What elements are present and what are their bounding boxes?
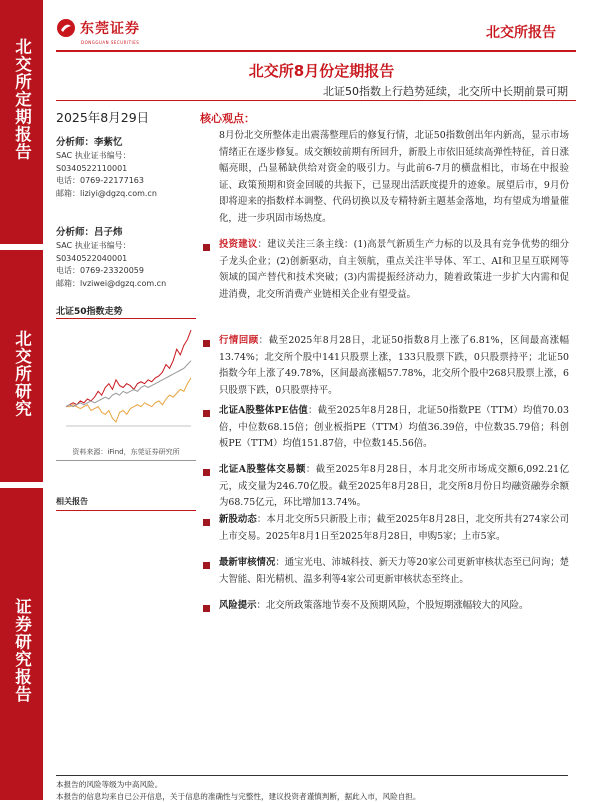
paragraph-text: ：截至2025年8月28日，本月北交所市场成交额6,092.21亿元，成交量为246.70亿股。截至2025年8月28日，北交所8月份日均融资融券余额为68.75亿元，环比增加13.74%。: [219, 464, 569, 508]
chart-source: 资料来源：iFind，东莞证券研究所: [72, 448, 180, 456]
paragraph-pe-valuation: [219, 403, 569, 453]
paragraph-label: 北证A股整体PE估值: [219, 405, 308, 416]
paragraph-review-status: [219, 555, 569, 588]
paragraph-text: ：截至2025年8月28日，北证50指数8月上涨了6.81%，区间最高涨幅13.74%；北交所个股中141只股票上涨，133只股票下跌，0只股票持平；北证50指数今年上涨了49.78%，区间最高涨幅57.78%，北交所个股中268只股票上涨，6只股票下跌，0只股票持平。: [219, 335, 569, 396]
sidebar-section-periodic-report: [0, 0, 43, 244]
analyst-email[interactable]: 邮箱：lvziwei@dgzq.com.cn: [56, 278, 167, 288]
report-date: 2025年8月29日: [56, 110, 150, 125]
paragraph-label: 最新审核情况: [219, 557, 276, 568]
analyst-phone: 电话：0769-22177163: [56, 176, 144, 185]
paragraph-risk-warning: [219, 598, 569, 615]
paragraph-summary: [219, 128, 569, 227]
bullet-icon: [203, 244, 210, 251]
paragraph-label: 新股动态: [219, 514, 257, 525]
analyst-info: [56, 136, 196, 200]
footer-divider: [56, 775, 568, 776]
chart-divider: [56, 460, 196, 461]
footer-risk-level: 本报告的风险等级为中高风险。: [56, 780, 163, 789]
company-logo: [56, 18, 140, 45]
sidebar-section-bse-research: [0, 250, 43, 482]
index-trend-chart: [56, 322, 196, 442]
analyst-name: 分析师：李紫忆: [56, 137, 123, 148]
paragraph-label: 风险提示: [219, 600, 257, 611]
sidebar-label: 北交所定期报告: [12, 38, 32, 161]
chart-title: 北证50指数走势: [56, 307, 123, 317]
analyst-cert-label: SAC 执业证书编号：: [56, 151, 131, 160]
bullet-icon: [203, 410, 210, 417]
series-line-1: [66, 330, 191, 407]
paragraph-label: 行情回顾: [219, 335, 259, 346]
bullet-icon: [203, 562, 210, 569]
analyst-info: [56, 226, 196, 290]
paragraph-text: ：本月北交所5只新股上市；截至2025年8月28日，北交所共有274家公司上市交易。2025年8月1日至2025年8月28日，申购5家；上市5家。: [219, 514, 569, 542]
analyst-name: 分析师：吕子炜: [56, 227, 123, 238]
core-views-heading: 核心观点：: [200, 112, 255, 125]
report-type: 北交所报告: [486, 25, 556, 41]
chart-title-divider: [56, 318, 196, 319]
paragraph-trading-volume: [219, 462, 569, 512]
series-line-3: [66, 361, 191, 407]
page-subtitle: 北证50指数上行趋势延续，北交所中长期前景可期: [323, 85, 568, 98]
paragraph-text: ：通宝光电、沛城科技、新天力等20家公司更新审核状态至已问询；楚大智能、阳光精机、温多利等4家公司更新审核状态至终止。: [219, 557, 569, 585]
footer-disclaimer: 本报告的信息均来自已公开信息，关于信息的准确性与完整性，建议投资者谨慎判断，据此入市，风险自担。: [56, 792, 421, 801]
sidebar-label: 北交所研究: [12, 330, 32, 418]
paragraph-label: 北证A股整体交易额: [219, 464, 306, 475]
logo-mark-icon: [56, 18, 76, 38]
sidebar-label: 证券研究报告: [12, 598, 32, 703]
bullet-icon: [203, 519, 210, 526]
paragraph-text: ：建议关注三条主线：(1)高景气新质生产力标的以及具有竞争优势的细分子龙头企业；(2)创新驱动，自主领航，重点关注半导体、军工、AI和卫星互联网等领域的国产替代和技术突破；(3)内需提振经济动力，随着政策进一步扩大内需和促进消费，北交所消费产业链相关企业有望受益。: [219, 239, 569, 300]
related-reports-heading: 相关报告: [56, 497, 88, 506]
bullet-icon: [203, 605, 210, 612]
bullet-icon: [203, 340, 210, 347]
paragraph-market-review: [219, 333, 569, 399]
subtitle-divider: [56, 100, 576, 101]
page-title: 北交所8月份定期报告: [248, 62, 395, 80]
bullet-icon: [203, 469, 210, 476]
analyst-email[interactable]: 邮箱：liziyi@dgzq.com.cn: [56, 188, 157, 198]
analyst-cert-label: SAC 执业证书编号：: [56, 241, 131, 250]
paragraph-label: 投资建议: [219, 239, 258, 250]
header-divider: [56, 50, 576, 52]
logo-text: 东莞证券: [80, 21, 140, 37]
related-divider: [56, 510, 196, 511]
sidebar-section-securities-research: [0, 488, 43, 800]
paragraph-investment-advice: [219, 237, 569, 303]
logo-text-en: DONGGUAN SECURITIES: [81, 40, 140, 45]
paragraph-text: ：北交所政策落地节奏不及预期风险，个股短期涨幅较大的风险。: [256, 600, 529, 611]
analyst-phone: 电话：0769-23320059: [56, 266, 144, 275]
paragraph-text: ：截至2025年8月28日，北证50指数PE（TTM）均值70.03倍，中位数68.15倍；创业板指PE（TTM）均值36.39倍，中位数35.79倍；科创板PE（TTM）均值151.87倍，中位数145.56倍。: [219, 405, 569, 449]
paragraph-text: 8月份北交所整体走出震荡整理后的修复行情，北证50指数创出年内新高，显示市场情绪正在逐步修复。成交额较前期有所回升，新股上市依旧延续高弹性特征，首日涨幅亮眼，凸显稀缺供给对资金的吸引力。与此前6-7月的横盘相比，市场在中报验证、政策预期和资金回暖的共振下，已显现出活跃度提升的迹象。展望后市，9月份即将迎来的指数样本调整、代码切换以及专精特新主题基金落地，均有望成为增量催化，进一步巩固市场热度。: [219, 130, 569, 224]
paragraph-ipo-updates: [219, 512, 569, 545]
analyst-cert: S0340522110001: [56, 163, 128, 173]
analyst-cert: S0340522040001: [56, 253, 128, 263]
